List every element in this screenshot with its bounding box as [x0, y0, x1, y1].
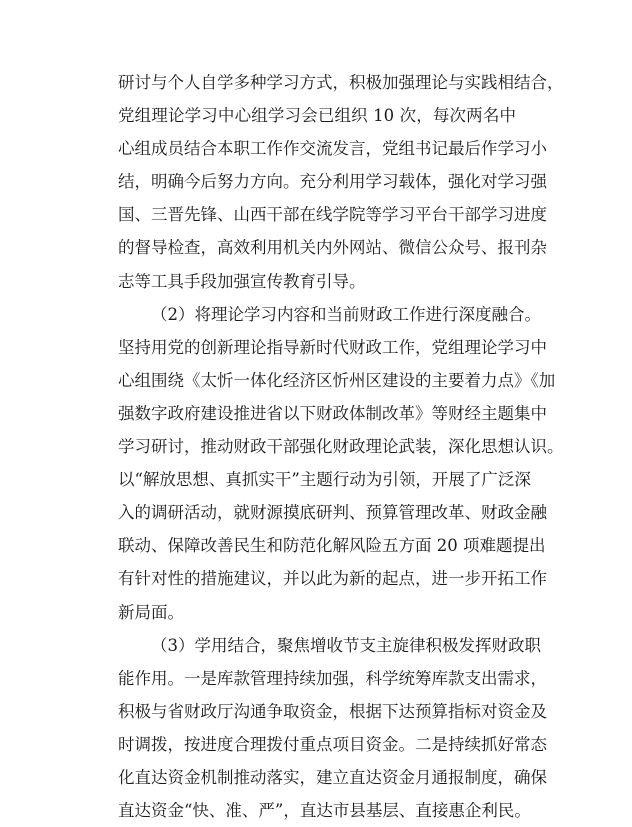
text-line: （3）学用结合，聚焦增收节支主旋律积极发挥财政职	[151, 635, 541, 655]
text-line: 国、三晋先锋、山西干部在线学院等学习平台干部学习进度	[118, 205, 547, 225]
text-line: 心组围绕《太忻一体化经济区忻州区建设的主要着力点》《加	[118, 370, 556, 390]
text-line: 时调拨，按进度合理拨付重点项目资金。二是持续抓好常态	[118, 734, 547, 754]
text-line: 以“解放思想、真抓实干”主题行动为引领，开展了广泛深	[118, 470, 531, 490]
text-line: 有针对性的措施建议，并以此为新的起点，进一步开拓工作	[118, 569, 547, 589]
text-line: 能作用。一是库款管理持续加强，科学统筹库款支出需求，	[118, 668, 547, 688]
text-line: 入的调研活动，就财源摸底研判、预算管理改革、财政金融	[118, 503, 547, 523]
text-line: 联动、保障改善民生和防范化解风险五方面 20 项难题提出	[118, 536, 546, 556]
body-text	[118, 66, 564, 827]
text-line: 积极与省财政厅沟通争取资金，根据下达预算指标对资金及	[118, 701, 547, 721]
text-line: 坚持用党的创新理论指导新时代财政工作，党组理论学习中	[118, 337, 547, 357]
text-line: 党组理论学习中心组学习会已组织 10 次，每次两名中	[118, 106, 516, 126]
text-line: 强数字政府建设推进省以下财政体制改革》等财经主题集中	[118, 403, 547, 423]
text-line: 心组成员结合本职工作作交流发言，党组书记最后作学习小	[118, 139, 547, 159]
text-line: 的督导检查，高效利用机关内外网站、微信公众号、报刊杂	[118, 238, 547, 258]
text-line: 直达资金“快、准、严”，直达市县基层、直接惠企利民。	[118, 801, 531, 821]
text-line: 志等工具手段加强宣传教育引导。	[118, 271, 366, 291]
text-line: 学习研讨，推动财政干部强化财政理论武装，深化思想认识。	[118, 437, 564, 457]
text-line: 结，明确今后努力方向。充分利用学习载体，强化对学习强	[118, 172, 547, 192]
text-line: 新局面。	[118, 602, 184, 622]
text-line: 化直达资金机制推动落实，建立直达资金月通报制度，确保	[118, 767, 547, 787]
text-line: 研讨与个人自学多种学习方式，积极加强理论与实践相结合，	[118, 73, 564, 92]
text-line: （2）将理论学习内容和当前财政工作进行深度融合。	[151, 304, 541, 324]
